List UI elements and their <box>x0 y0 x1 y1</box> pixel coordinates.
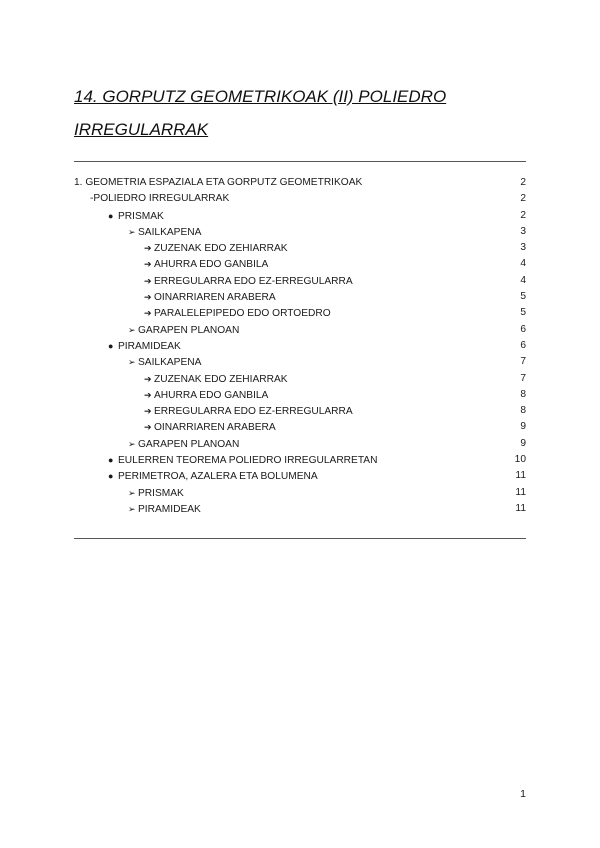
right-arrow-icon: ➔ <box>144 243 152 254</box>
toc-entry[interactable] <box>74 289 526 305</box>
toc-entry-page: 5 <box>520 307 526 319</box>
right-arrow-icon: ➔ <box>144 389 152 400</box>
toc-top-divider <box>74 161 526 162</box>
toc-entry-text: SAILKAPENA <box>138 357 202 369</box>
toc-entry[interactable] <box>74 240 526 256</box>
toc-entry-page: 8 <box>520 388 526 400</box>
toc-entry-page: 11 <box>515 486 526 498</box>
right-arrow-icon: ➔ <box>144 275 152 286</box>
toc-bottom-divider <box>74 538 526 539</box>
toc-entry-text: ERREGULARRA EDO EZ-ERREGULARRA <box>154 275 353 287</box>
arrowhead-icon: ➢ <box>128 438 136 449</box>
toc-entry[interactable] <box>74 208 526 224</box>
toc-entry-text: EULERREN TEOREMA POLIEDRO IRREGULARRETAN <box>118 455 378 467</box>
right-arrow-icon: ➔ <box>144 308 152 319</box>
toc-entry-text: PRISMAK <box>138 487 184 499</box>
toc-entry[interactable] <box>74 354 526 370</box>
right-arrow-icon: ➔ <box>144 406 152 417</box>
arrowhead-icon: ➢ <box>128 503 136 514</box>
toc-entry-page: 5 <box>520 291 526 303</box>
toc-entry[interactable] <box>74 485 526 501</box>
bullet-icon: ● <box>108 210 114 221</box>
toc-entry-text: ZUZENAK EDO ZEHIARRAK <box>154 243 288 255</box>
toc-entry-text: 1. GEOMETRIA ESPAZIALA ETA GORPUTZ GEOMETRIKOAK <box>74 177 363 188</box>
toc-entry-page: 2 <box>520 193 526 205</box>
toc-entry[interactable] <box>74 175 526 191</box>
toc-entry-text: AHURRA EDO GANBILA <box>154 389 269 401</box>
arrowhead-icon: ➢ <box>128 357 136 368</box>
toc-entry[interactable] <box>74 322 526 338</box>
toc-entry-page: 2 <box>520 177 526 188</box>
toc-entry-page: 9 <box>520 421 526 433</box>
arrowhead-icon: ➢ <box>128 487 136 498</box>
toc-entry-text: OINARRIAREN ARABERA <box>154 292 276 304</box>
toc-entry[interactable] <box>74 191 526 207</box>
toc-entry[interactable] <box>74 256 526 272</box>
toc-entry-page: 8 <box>520 405 526 417</box>
toc-entry-page: 4 <box>520 274 526 286</box>
toc-entry-page: 3 <box>520 225 526 237</box>
toc-entry-page: 3 <box>520 242 526 254</box>
toc-entry-text: PERIMETROA, AZALERA ETA BOLUMENA <box>118 471 318 483</box>
toc-entry-page: 7 <box>520 372 526 384</box>
toc-entry-page: 7 <box>520 356 526 368</box>
toc-entry-text: ZUZENAK EDO ZEHIARRAK <box>154 373 288 385</box>
toc-entry[interactable] <box>74 371 526 387</box>
toc-entry-text: OINARRIAREN ARABERA <box>154 422 276 434</box>
toc-entry-page: 4 <box>520 258 526 270</box>
toc-entry-text: PRISMAK <box>118 210 164 222</box>
toc-entry-text: PIRAMIDEAK <box>138 503 201 515</box>
bullet-icon: ● <box>108 340 114 351</box>
right-arrow-icon: ➔ <box>144 422 152 433</box>
toc-entry-text: PARALELEPIPEDO EDO ORTOEDRO <box>154 308 331 320</box>
toc-entry[interactable] <box>74 387 526 403</box>
toc-entry-text: ERREGULARRA EDO EZ-ERREGULARRA <box>154 406 353 418</box>
arrowhead-icon: ➢ <box>128 226 136 237</box>
bullet-icon: ● <box>108 455 114 466</box>
toc-entry-page: 6 <box>520 323 526 335</box>
toc-entry-page: 10 <box>514 454 526 466</box>
toc-entry-text: GARAPEN PLANOAN <box>138 438 240 450</box>
page-number: 1 <box>520 788 526 800</box>
toc-entry[interactable] <box>74 501 526 517</box>
toc-entry[interactable] <box>74 468 526 484</box>
toc-entry-text: GARAPEN PLANOAN <box>138 324 240 336</box>
toc-entry-page: 11 <box>515 502 526 514</box>
toc-entry[interactable] <box>74 403 526 419</box>
toc-entry[interactable] <box>74 436 526 452</box>
bullet-icon: ● <box>108 471 114 482</box>
toc-entry[interactable] <box>74 224 526 240</box>
toc-entry[interactable] <box>74 419 526 435</box>
toc-entry[interactable] <box>74 452 526 468</box>
toc-entry-page: 9 <box>520 437 526 449</box>
toc-entry-page: 6 <box>520 339 526 351</box>
right-arrow-icon: ➔ <box>144 373 152 384</box>
table-of-contents <box>74 175 526 517</box>
document-title: 14. GORPUTZ GEOMETRIKOAK (II) POLIEDRO IRREGULARRAK <box>74 87 447 139</box>
toc-entry-page: 2 <box>520 209 526 221</box>
toc-entry[interactable] <box>74 273 526 289</box>
toc-entry[interactable] <box>74 338 526 354</box>
toc-entry-text: SAILKAPENA <box>138 226 202 238</box>
toc-entry-text: -POLIEDRO IRREGULARRAK <box>90 193 230 205</box>
toc-entry-text: PIRAMIDEAK <box>118 340 181 352</box>
toc-entry-text: AHURRA EDO GANBILA <box>154 259 269 271</box>
toc-entry[interactable] <box>74 305 526 321</box>
toc-entry-page: 11 <box>515 470 526 482</box>
right-arrow-icon: ➔ <box>144 259 152 270</box>
arrowhead-icon: ➢ <box>128 324 136 335</box>
right-arrow-icon: ➔ <box>144 292 152 303</box>
